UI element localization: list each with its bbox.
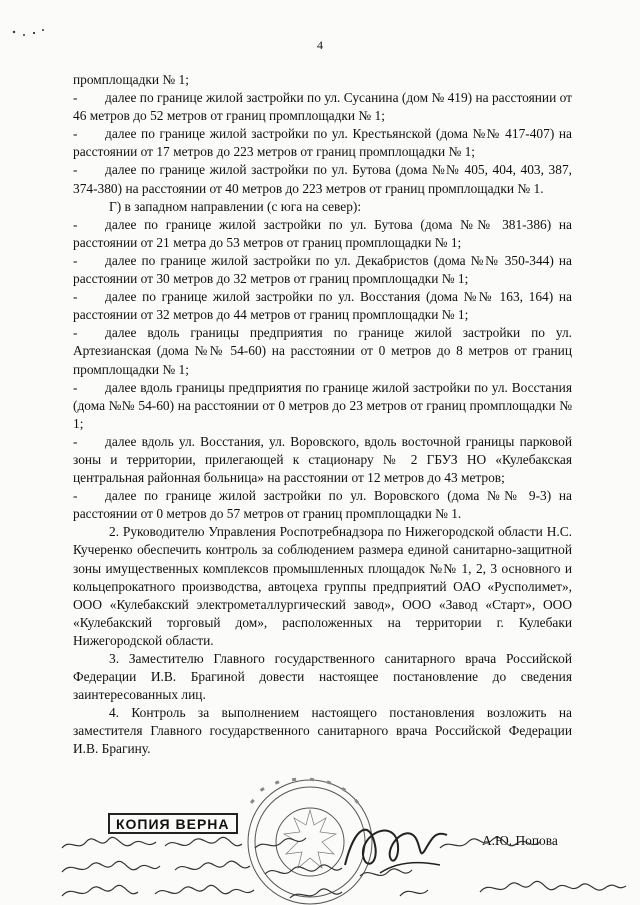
paragraph-text: далее по границе жилой застройки по ул. Сусанина (дом № 419) на расстоянии от 46 метров до 52 метров от границ промплощадки № 1; xyxy=(73,90,572,124)
list-item xyxy=(73,125,572,161)
list-item xyxy=(73,379,572,433)
list-bullet: - xyxy=(73,379,78,395)
document-body xyxy=(73,71,572,759)
paragraph-text: 2. Руководителю Управления Роспотребнадзора по Нижегородской области Н.С. Кучеренко обеспечить контроль за соблюдением размера единой санитарно-защитной зоны имущественных комплексов промышленных площадок №№ 1, 2, 3 основного и кольцепрокатного производства, автоцеха группы предприятий ОАО «Русполимет», ООО «Кулебакский электрометаллургический завод», ООО «Завод «Старт», ООО «Кулебакский торговый дом», расположенных на территории г. Кулебаки Нижегородской области. xyxy=(73,524,572,648)
list-bullet: - xyxy=(73,162,78,178)
paragraph-text: Г) в западном направлении (с юга на север): xyxy=(109,198,362,214)
list-item xyxy=(73,288,572,324)
list-item xyxy=(73,252,572,288)
paragraph-text: далее по границе жилой застройки по ул. Восстания (дома №№ 163, 164) на расстоянии от 32 метров до 44 метров от границ промплощадки № 1; xyxy=(73,289,572,323)
list-item xyxy=(73,89,572,125)
list-bullet: - xyxy=(73,216,78,232)
paragraph-text: далее вдоль границы предприятия по границе жилой застройки по ул. Восстания (дома №№ 54-60) на расстоянии от 0 метров до 23 метров от границ промплощадки № 1; xyxy=(73,379,572,431)
list-item xyxy=(73,324,572,378)
list-bullet: - xyxy=(73,252,78,268)
paragraph-text: далее вдоль ул. Восстания, ул. Воровского, вдоль восточной границы парковой зоны и территории, прилегающей к стационару № 2 ГБУЗ НО «Кулебакская центральная районная больница» на расстоянии от 12 метров до 43 метров; xyxy=(73,433,572,486)
copy-stamp: КОПИЯ ВЕРНА xyxy=(108,813,238,834)
paragraph xyxy=(73,71,572,89)
list-bullet: - xyxy=(73,325,78,341)
list-bullet: - xyxy=(73,289,78,305)
list-bullet: - xyxy=(73,433,78,449)
paragraph-text: 4. Контроль за выполнением настоящего постановления возложить на заместителя Главного государственного санитарного врача Российской Федерации И.В. Брагину. xyxy=(73,705,572,757)
list-item xyxy=(73,161,572,197)
paragraph-text: далее по границе жилой застройки по ул. Воровского (дома №№ 9-3) на расстоянии от 0 метров до 57 метров от границ промплощадки № 1. xyxy=(73,488,572,522)
paragraph-text: промплощадки № 1; xyxy=(73,72,189,87)
paragraph xyxy=(73,704,572,758)
paragraph-text: далее по границе жилой застройки по ул. Бутова (дома №№ 405, 404, 403, 387, 374-380) на расстоянии от 40 метров до 223 метров от границ промплощадки № 1. xyxy=(73,162,572,196)
list-bullet: - xyxy=(73,126,78,142)
paragraph xyxy=(73,523,572,650)
list-bullet: - xyxy=(73,90,78,106)
list-item xyxy=(73,433,572,487)
list-bullet: - xyxy=(73,488,78,504)
list-item xyxy=(73,216,572,252)
paragraph-text: далее по границе жилой застройки по ул. Крестьянской (дома №№ 417-407) на расстоянии от 17 метров до 223 метров от границ промплощадки № 1; xyxy=(73,126,572,160)
paragraph-text: далее вдоль границы предприятия по границе жилой застройки по ул. Артезианская (дома №№ 54-60) на расстоянии от 0 метров до 8 метров от границ промплощадки № 1; xyxy=(73,325,572,377)
signer-name: А.Ю. Попова xyxy=(482,833,558,848)
paragraph-text: далее по границе жилой застройки по ул. Бутова (дома №№ 381-386) на расстоянии от 21 метра до 53 метров от границ промплощадки № 1; xyxy=(73,216,572,250)
page-number: 4 xyxy=(317,38,323,52)
list-item xyxy=(73,487,572,523)
paragraph xyxy=(73,198,572,216)
paragraph xyxy=(73,650,572,704)
paragraph-text: далее по границе жилой застройки по ул. Декабристов (дома №№ 350-344) на расстоянии от 30 метров до 32 метров от границ промплощадки № 1; xyxy=(73,252,572,287)
handwritten-note xyxy=(60,830,630,905)
paragraph-text: 3. Заместителю Главного государственного санитарного врача Российской Федерации И.В. Брагиной довести настоящее постановление до сведения заинтересованных лиц. xyxy=(73,651,572,703)
